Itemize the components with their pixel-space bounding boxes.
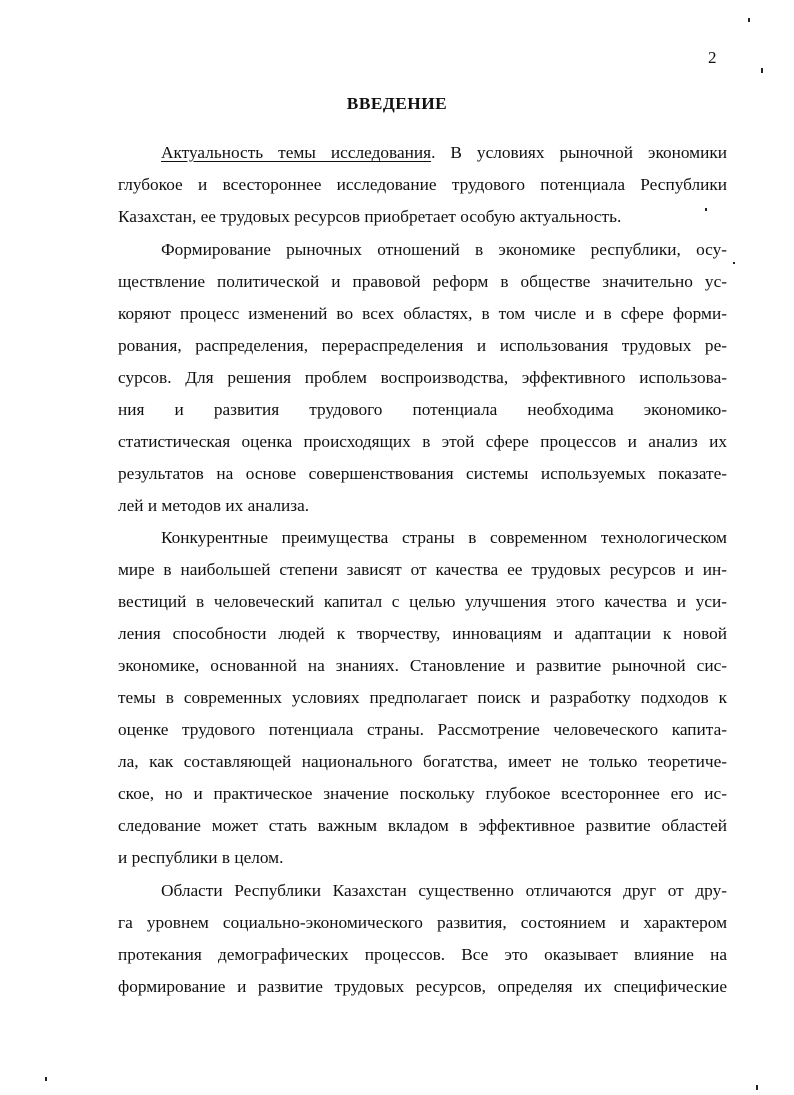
section-heading: ВВЕДЕНИЕ [346,94,448,113]
paragraph-2-line-1: Формирование рыночных отношений в экономике республики, осу- [161,240,727,259]
paragraph-1-line-1: Актуальность темы исследования. В условиях рыночной экономики [161,143,727,162]
paragraph-1-line-3: Казахстан, ее трудовых ресурсов приобретает особую актуальность. [118,207,622,226]
scan-speck [756,1085,758,1090]
scan-speck [748,18,750,22]
paragraph-4-line-2: га уровнем социально-экономического развития, состоянием и характером [118,913,727,932]
page-number: 2 [708,48,717,67]
paragraph-3-line-10: следование может стать важным вкладом в эффективное развитие областей [118,816,727,835]
paragraph-3-line-1: Конкурентные преимущества страны в современном технологическом [161,528,727,547]
paragraph-2-line-5: сурсов. Для решения проблем воспроизводства, эффективного использова- [118,368,727,387]
paragraph-4-line-1: Области Республики Казахстан существенно отличаются друг от дру- [161,881,727,900]
paragraph-2-line-6: ния и развития трудового потенциала необходима экономико- [118,400,727,419]
scan-speck [761,68,763,73]
paragraph-1-line-2: глубокое и всестороннее исследование трудового потенциала Республики [118,175,727,194]
scan-speck [733,262,735,264]
paragraph-3-line-8: ла, как составляющей национального богатства, имеет не только теоретиче- [118,752,727,771]
scan-speck [705,208,707,211]
paragraph-3-line-6: темы в современных условиях предполагает поиск и разработку подходов к [118,688,727,707]
paragraph-3-line-3: вестиций в человеческий капитал с целью улучшения этого качества и уси- [118,592,727,611]
paragraph-3-line-9: ское, но и практическое значение поскольку глубокое всестороннее его ис- [118,784,727,803]
paragraph-3-line-2: мире в наибольшей степени зависят от качества ее трудовых ресурсов и ин- [118,560,727,579]
paragraph-2-line-8: результатов на основе совершенствования системы используемых показате- [118,464,727,483]
underlined-lead: Актуальность темы исследования [161,143,432,162]
paragraph-2-line-4: рования, распределения, перераспределения и использования трудовых ре- [118,336,727,355]
paragraph-2-line-3: коряют процесс изменений во всех областях, в том числе и в сфере форми- [118,304,727,323]
paragraph-2-line-9: лей и методов их анализа. [118,496,310,515]
paragraph-3-line-7: оценке трудового потенциала страны. Рассмотрение человеческого капита- [118,720,727,739]
paragraph-4-line-3: протекания демографических процессов. Все это оказывает влияние на [118,945,727,964]
paragraph-3-line-11: и республики в целом. [118,848,284,867]
scan-speck [45,1077,47,1081]
paragraph-2-line-2: ществление политической и правовой реформ в обществе значительно ус- [118,272,727,291]
paragraph-3-line-4: ления способности людей к творчеству, инновациям и адаптации к новой [118,624,727,643]
paragraph-3-line-5: экономике, основанной на знаниях. Становление и развитие рыночной сис- [118,656,727,675]
paragraph-2-line-7: статистическая оценка происходящих в этой сфере процессов и анализ их [118,432,727,451]
paragraph-4-line-4: формирование и развитие трудовых ресурсов, определяя их специфические [118,977,727,996]
